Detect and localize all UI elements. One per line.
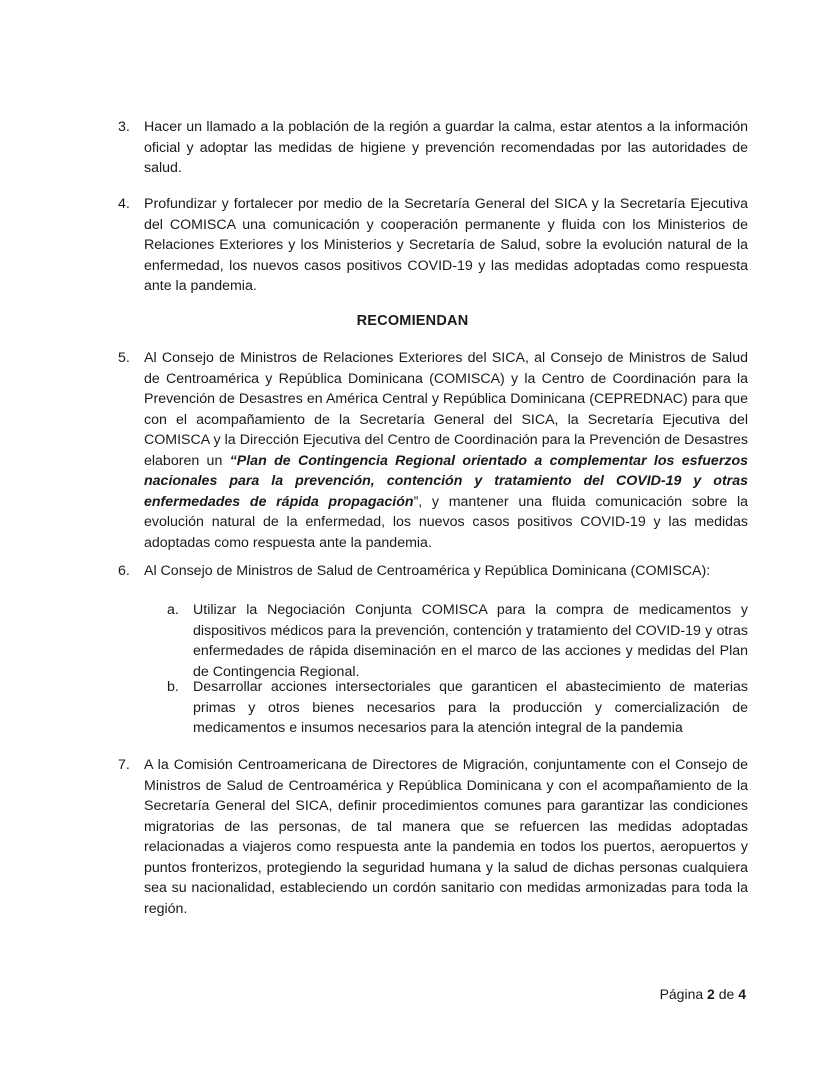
list-item-4: [118, 194, 748, 297]
list-item-3: [118, 117, 748, 179]
item-text: Hacer un llamado a la población de la región a guardar la calma, estar atentos a la información oficial y adoptar las medidas de higiene y prevención recomendadas por las autoridades de salud.: [144, 119, 748, 176]
item-text: [144, 348, 748, 553]
item-number: 6.: [118, 563, 130, 579]
sub-item-a: [167, 600, 748, 682]
item-number: 4.: [118, 196, 130, 212]
sub-item-text: Utilizar la Negociación Conjunta COMISCA para la compra de medicamentos y dispositivos médicos para la prevención, contención y tratamiento del COVID-19 y otras enfermedades de rápida diseminación en el marco de las acciones y medidas del Plan de Contingencia Regional.: [193, 602, 748, 680]
page-number-footer: [660, 985, 746, 1003]
item-text: A la Comisión Centroamericana de Directores de Migración, conjuntamente con el Consejo de Ministros de Salud de Centroamérica y República Dominicana y con el acompañamiento de la Secretaría General del SICA, definir procedimientos comunes para garantizar las condiciones migratorias de las personas, de tal manera que se refuercen las medidas adoptadas relacionadas a viajeros como respuesta ante la pandemia en todos los puertos, aeropuertos y puntos fronterizos, protegiendo la seguridad humana y la salud de dichas personas cualquiera sea su nacionalidad, estableciendo un cordón sanitario con medidas armonizadas para toda la región.: [144, 757, 748, 917]
current-page: 2: [707, 986, 715, 1002]
sub-item-letter: b.: [167, 679, 179, 695]
item-text-after: ”, y mantener una fluida comunicación sobre la evolución natural de la enfermedad, los nuevos casos positivos COVID-19 y las medidas adoptadas como respuesta ante la pandemia.: [144, 493, 749, 551]
item-number: 7.: [118, 757, 130, 773]
section-heading: RECOMIENDAN: [356, 313, 469, 329]
item-text-before: Al Consejo de Ministros de Relaciones Exteriores del SICA, al Consejo de Ministros de Salud de Centroamérica y República Dominicana (COMISCA) y la Centro de Coordinación para la Prevención de Desastres en América Central y República Dominicana (CEPREDNAC) para que con el acompañamiento de la Secretaría General del SICA, la Secretaría Ejecutiva del COMISCA y la Dirección Ejecutiva del Centro de Coordinación para la Prevención de Desastres elaboren un: [144, 350, 748, 469]
list-item-5: [118, 348, 748, 553]
item-text: Profundizar y fortalecer por medio de la Secretaría General del SICA y la Secretaría Ejecutiva del COMISCA una comunicación y cooperación permanente y fluida con los Ministerios de Relaciones Exteriores y los Ministerios y Secretaría de Salud, sobre la evolución natural de la enfermedad, los nuevos casos positivos COVID-19 y las medidas adoptadas como respuesta ante la pandemia.: [144, 196, 748, 294]
item-number: 5.: [118, 350, 130, 366]
sub-item-b: [167, 677, 748, 739]
list-item-7: [118, 755, 748, 919]
page-label: Página: [659, 986, 704, 1002]
item-number: 3.: [118, 119, 130, 135]
sub-item-text: Desarrollar acciones intersectoriales que garanticen el abastecimiento de materias primas y otros bienes necesarios para la producción y comercialización de medicamentos e insumos necesarios para la atención integral de la pandemia: [193, 679, 748, 736]
plan-title-emphasis: “Plan de Contingencia Regional orientado a complementar los esfuerzos nacionales para la prevención, contención y tratamiento del COVID-19 y otras enfermedades de rápida propagación: [144, 452, 748, 510]
item-text: Al Consejo de Ministros de Salud de Centroamérica y República Dominicana (COMISCA):: [144, 563, 711, 579]
list-item-6: [118, 561, 748, 582]
sub-item-letter: a.: [167, 602, 179, 618]
total-pages: 4: [738, 986, 746, 1002]
page-separator: de: [718, 986, 735, 1002]
